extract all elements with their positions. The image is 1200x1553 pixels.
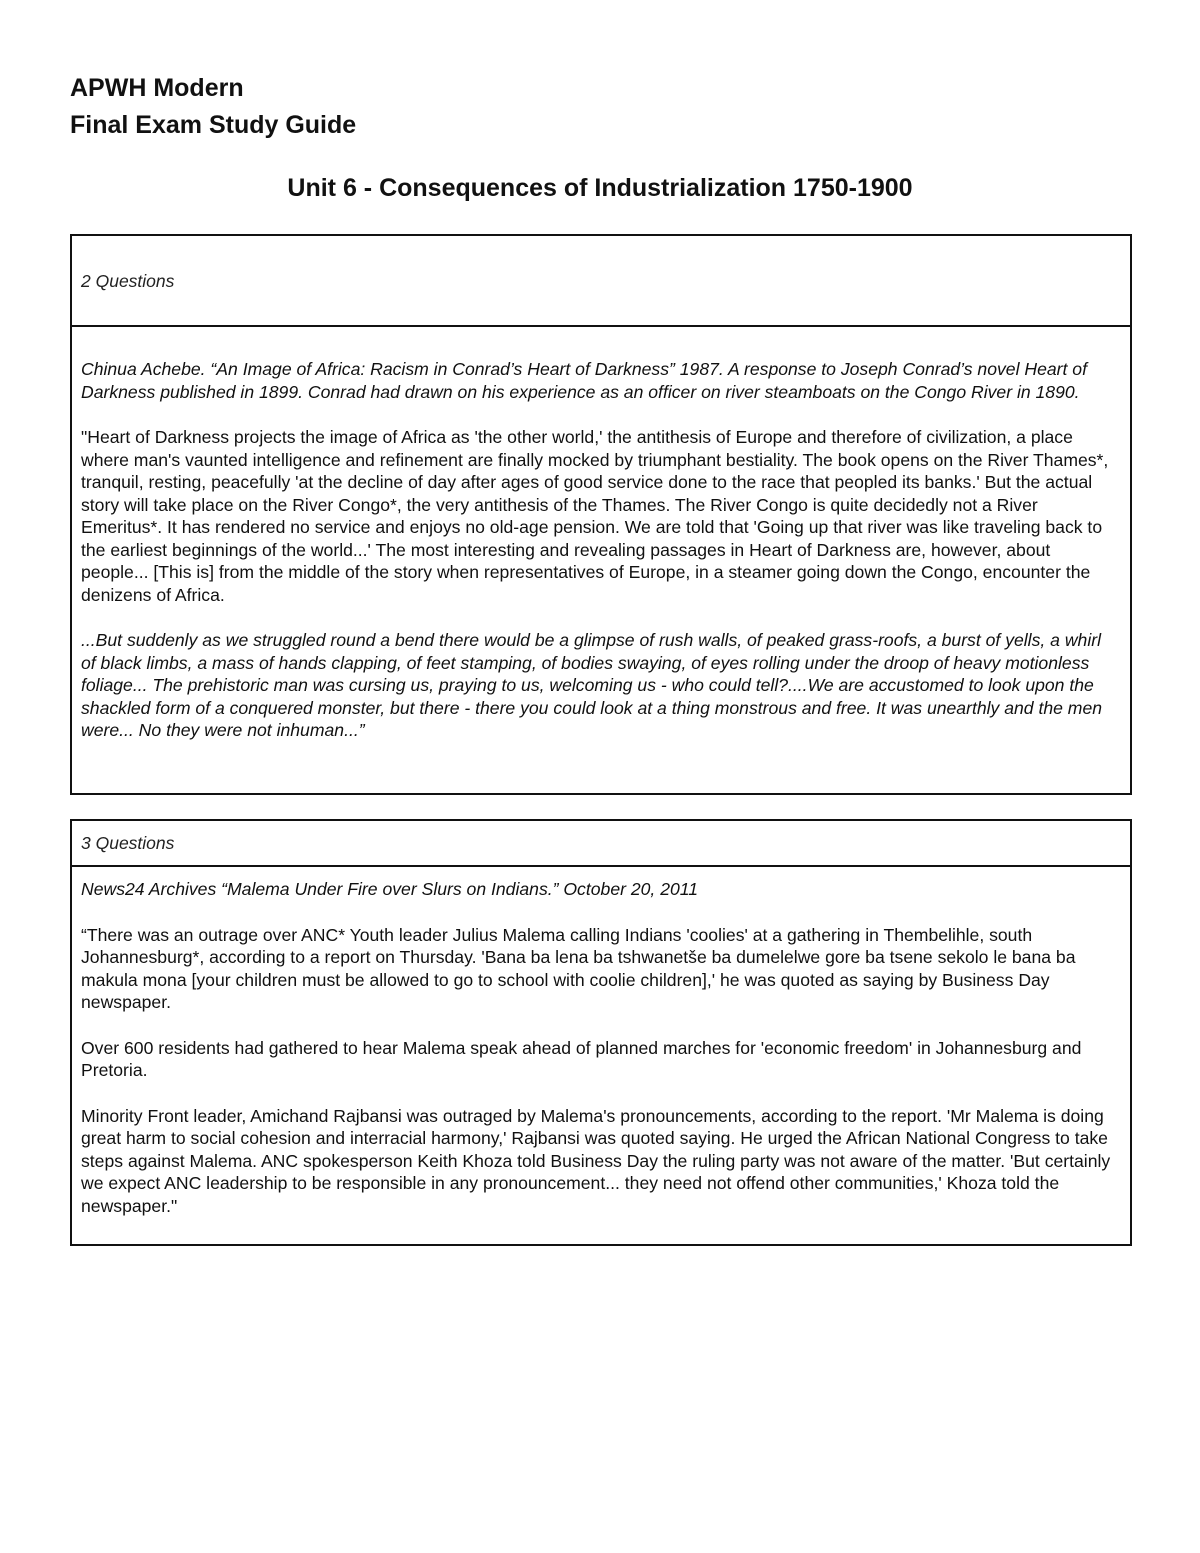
unit-title: Unit 6 - Consequences of Industrialization 1750-1900 [287,174,913,202]
passage-paragraph: Over 600 residents had gathered to hear Malema speak ahead of planned marches for 'economic freedom' in Johannesburg and Pretoria. [81,1037,1082,1080]
question-section-1 [70,234,1132,795]
section-body [72,867,1130,1217]
question-section-2 [70,819,1132,1246]
passage-paragraph: “There was an outrage over ANC* Youth leader Julius Malema calling Indians 'coolies' at a gathering in Thembelihle, south Johannesburg*, according to a report on Thursday. 'Bana ba lena ba tshwanetše ba dumelelwe gore ba tsene sekolo le bana ba makula mona [your children must be allowed to go to school with coolie children],' he was quoted as saying by Business Day newspaper. [81,924,1076,1012]
passage-paragraph: "Heart of Darkness projects the image of Africa as 'the other world,' the antithesis of Europe and therefore of civilization, a place where man's vaunted intelligence and refinement are finally mocked by triumphant bestiality. The book opens on the River Thames*, tranquil, resting, peacefully 'at the decline of day after ages of good service done to the race that peopled its banks.' But the actual story will take place on the River Congo*, the very antithesis of the Thames. The River Congo is quite decidedly not a River Emeritus*. It has rendered no service and enjoys no old-age pension. We are told that 'Going up that river was like traveling back to the earliest beginnings of the world...' The most interesting and revealing passages in Heart of Darkness are, however, about people... [This is] from the middle of the story when representatives of Europe, in a steamer going down the Congo, encounter the denizens of Africa. [81,427,1109,605]
document-header [70,70,356,144]
source-citation: News24 Archives “Malema Under Fire over Slurs on Indians.” October 20, 2011 [81,879,699,899]
guide-title: Final Exam Study Guide [70,111,357,139]
course-title: APWH Modern [70,74,244,102]
questions-count-label: 3 Questions [72,821,1130,867]
source-citation: Chinua Achebe. “An Image of Africa: Racism in Conrad’s Heart of Darkness” 1987. A response to Joseph Conrad’s novel Heart of Darkness published in 1899. Conrad had drawn on his experience as an officer on river steamboats on the Congo River in 1890. [81,359,1087,402]
passage-paragraph: Minority Front leader, Amichand Rajbansi was outraged by Malema's pronouncements, according to the report. 'Mr Malema is doing great harm to social cohesion and interracial harmony,' Rajbansi was quoted saying. He urged the African National Congress to take steps against Malema. ANC spokesperson Keith Khoza told Business Day the ruling party was not aware of the matter. 'But certainly we expect ANC leadership to be responsible in any pronouncement... they need not offend other communities,' Khoza told the newspaper." [81,1105,1111,1216]
questions-count-label: 2 Questions [72,236,1130,327]
section-body [72,327,1130,742]
quoted-excerpt: ...But suddenly as we struggled round a bend there would be a glimpse of rush walls, of peaked grass-roofs, a burst of yells, a whirl of black limbs, a mass of hands clapping, of feet stamping, of bodies swaying, of eyes rolling under the droop of heavy motionless foliage... The prehistoric man was cursing us, praying to us, welcoming us - who could tell?....We are accustomed to look upon the shackled form of a conquered monster, but there - there you could look at a thing monstrous and free. It was unearthly and the men were... No they were not inhuman...” [81,630,1103,740]
